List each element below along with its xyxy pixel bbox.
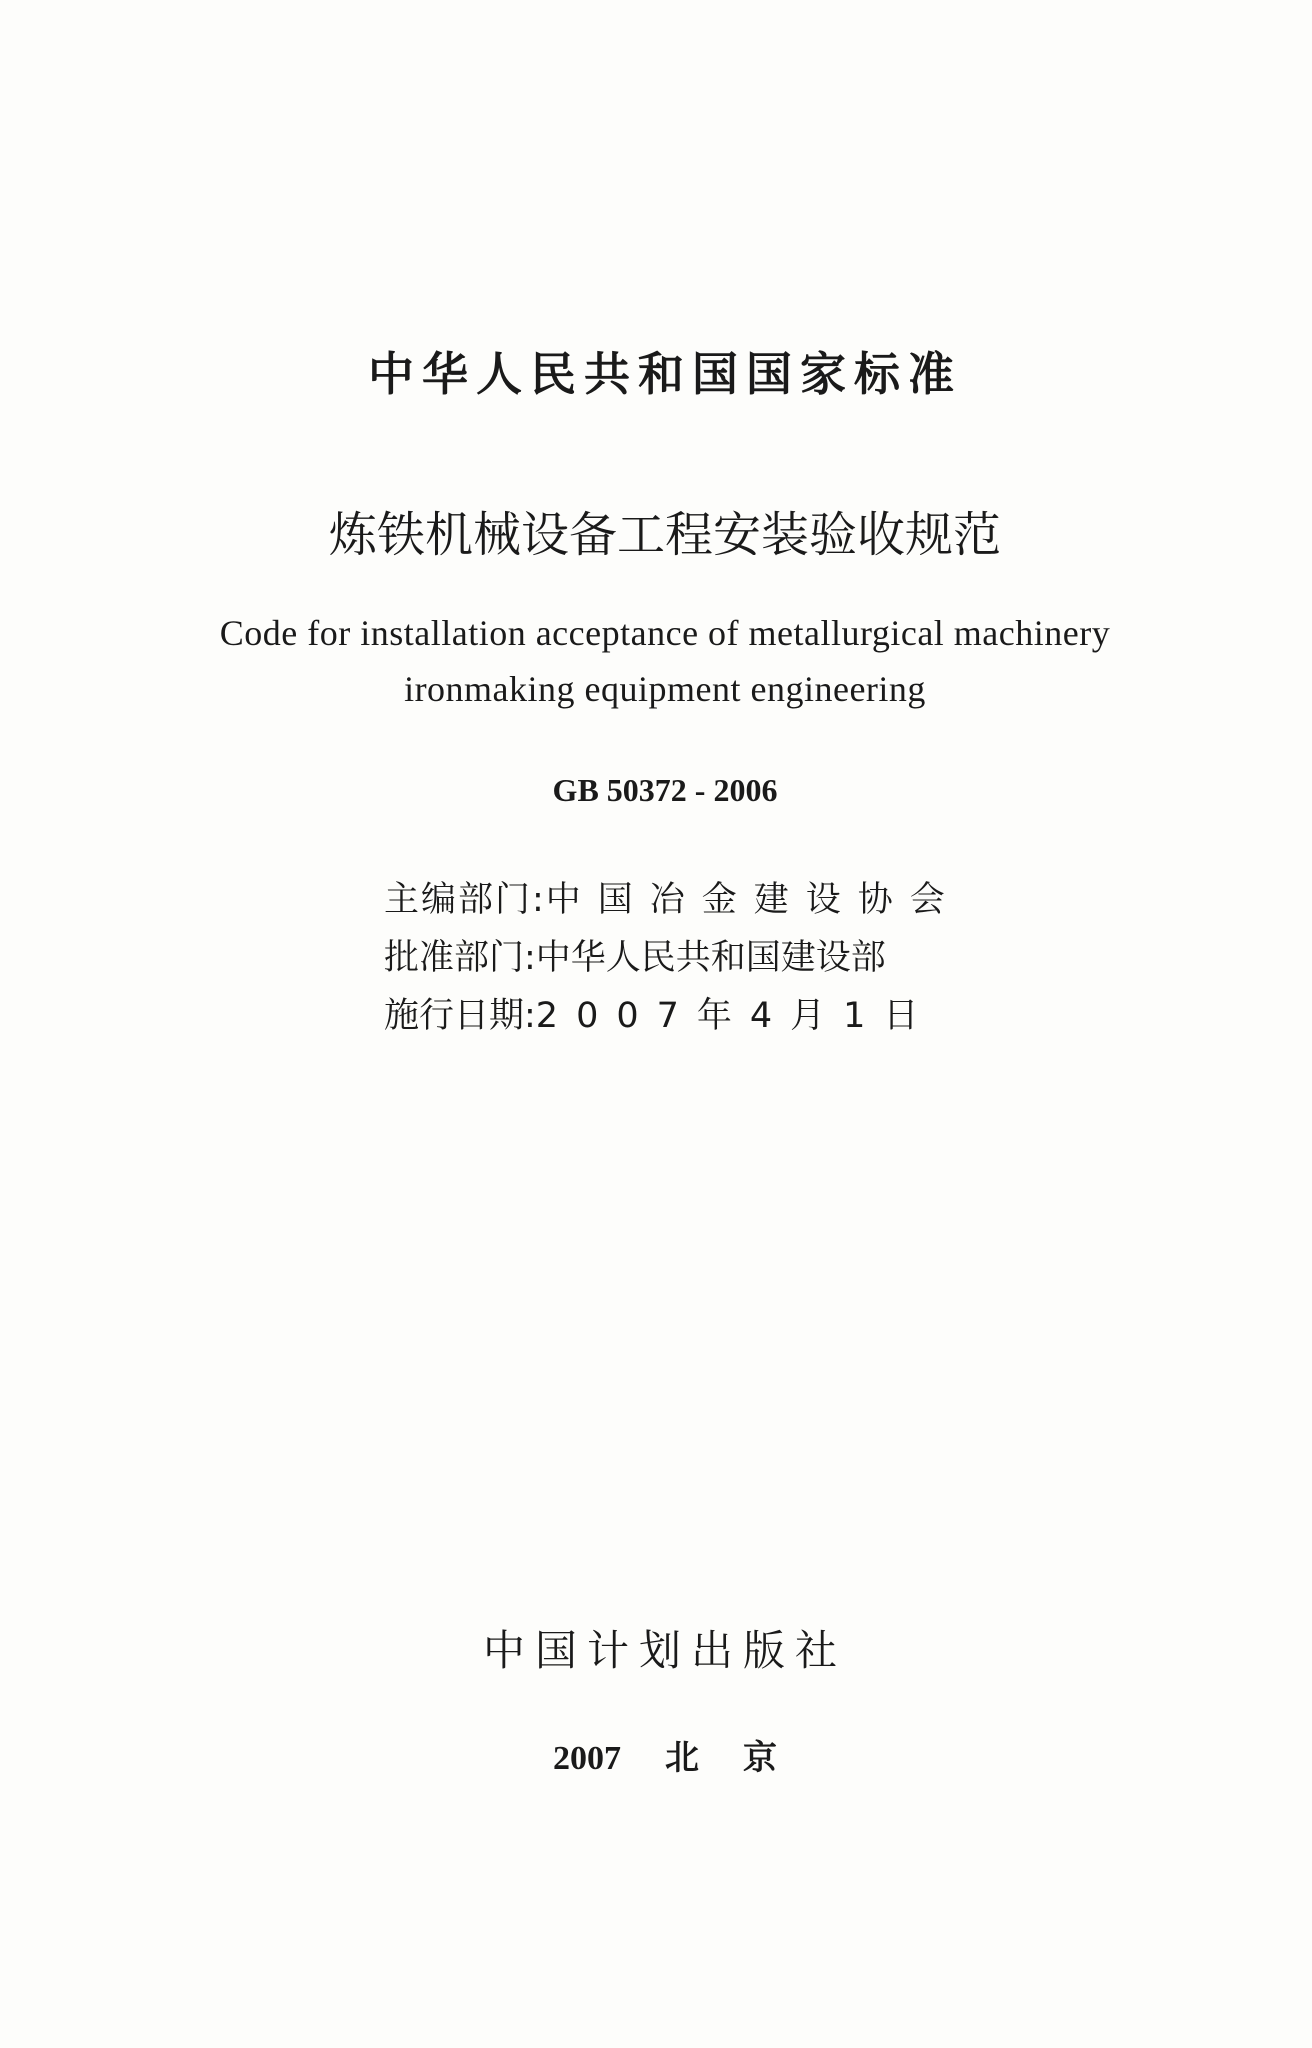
- document-title-en-line1: Code for installation acceptance of metallurgical machinery: [219, 613, 1111, 653]
- info-effective-date: [384, 988, 936, 1038]
- info-value: 中华人民共和国建设部: [535, 938, 886, 978]
- document-title-cn: 炼铁机械设备工程安装验收规范: [328, 507, 1001, 563]
- publication-city-1: 北: [665, 1740, 699, 1777]
- document-title-en-line2: ironmaking equipment engineering: [404, 669, 926, 709]
- info-label: 主编部门:: [384, 880, 546, 920]
- publisher: 中国计划出版社: [482, 1626, 847, 1675]
- info-editor: [384, 872, 962, 922]
- info-value: 2007年4月1日: [535, 996, 937, 1036]
- info-approver: [384, 930, 886, 980]
- standard-code: GB 50372 - 2006: [552, 772, 778, 808]
- info-value: 中国冶金建设协会: [545, 880, 962, 920]
- publication-city-2: 京: [743, 1740, 777, 1777]
- info-label: 批准部门:: [384, 938, 536, 978]
- publication-line: [0, 1730, 1312, 1779]
- national-standard-label: 中华人民共和国国家标准: [368, 347, 962, 401]
- info-label: 施行日期:: [384, 996, 536, 1036]
- publication-year: 2007: [553, 1740, 621, 1777]
